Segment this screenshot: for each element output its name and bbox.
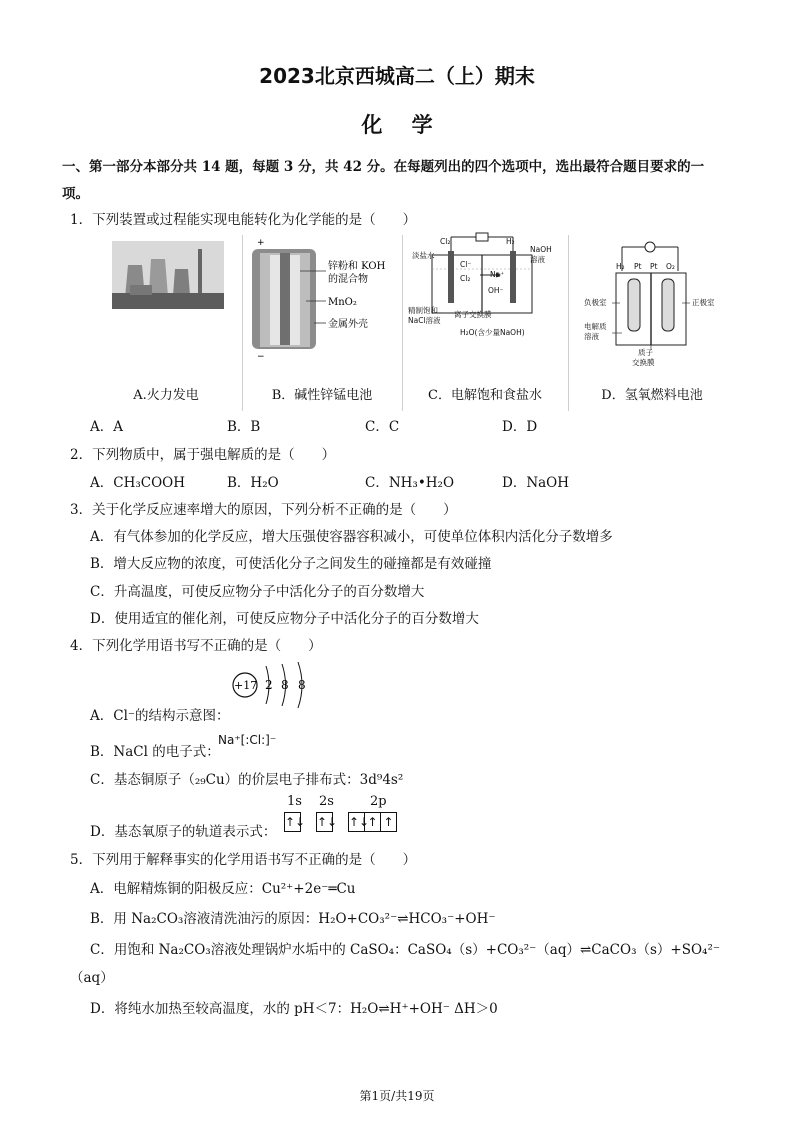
battery-plus-label: + xyxy=(257,238,265,248)
q5-option-d: D．将纯水加热至较高温度，水的 pH＜7：H₂O⇌H⁺+OH⁻ ΔH＞0 xyxy=(90,1001,498,1017)
svg-text:溶液: 溶液 xyxy=(530,255,545,264)
q1-figure-row xyxy=(90,231,736,411)
subject-title: 化 学 xyxy=(361,113,433,137)
q1-figure-d xyxy=(568,231,736,411)
q4-option-c: C．基态铜原子（₂₉Cu）的价层电子排布式：3d⁹4s² xyxy=(90,772,404,788)
q1-option-b: B．B xyxy=(227,419,261,435)
q5-stem: 5．下列用于解释事实的化学用语书写不正确的是（ ） xyxy=(70,852,417,868)
orbital-2p-2-electrons: ↑ xyxy=(364,813,380,831)
svg-text:O₂: O₂ xyxy=(666,262,675,271)
q5-option-a: A．电解精炼铜的阳极反应：Cu²⁺+2e⁻═Cu xyxy=(90,881,356,897)
orbital-2p-3-electrons: ↑ xyxy=(380,813,396,831)
q2-option-d: D．NaOH xyxy=(502,475,570,491)
svg-text:电解质: 电解质 xyxy=(584,322,607,331)
svg-text:质子: 质子 xyxy=(638,348,653,357)
q1-option-d: D．D xyxy=(502,419,538,435)
q1-caption-d: D．氢氧燃料电池 xyxy=(601,388,703,403)
orbital-label-2s: 2s xyxy=(319,794,334,809)
q4-stem: 4．下列化学用语书写不正确的是（ ） xyxy=(70,638,322,654)
svg-text:正极室: 正极室 xyxy=(692,298,715,307)
q1-caption-a: A.火力发电 xyxy=(133,388,199,403)
svg-text:Cl₂: Cl₂ xyxy=(440,237,451,246)
chloride-ion-structure-diagram xyxy=(228,658,314,714)
q2-option-a: A．CH₃COOH xyxy=(90,475,186,491)
q5-option-b: B．用 Na₂CO₃溶液清洗油污的原因：H₂O+CO₃²⁻⇌HCO₃⁻+OH⁻ xyxy=(90,911,496,927)
q3-stem: 3．关于化学反应速率增大的原因，下列分析不正确的是（ ） xyxy=(70,502,457,518)
svg-text:OH⁻: OH⁻ xyxy=(488,286,504,295)
svg-text:Na⁺: Na⁺ xyxy=(490,270,505,279)
battery-label-mno2: MnO₂ xyxy=(328,297,357,308)
q1-figure-b xyxy=(242,231,402,411)
orbital-label-2p: 2p xyxy=(370,794,387,809)
section-instruction-cont: 项。 xyxy=(62,186,89,202)
page-footer: 第1页/共19页 xyxy=(359,1089,435,1103)
svg-text:H₂O(含少量NaOH): H₂O(含少量NaOH) xyxy=(460,328,525,337)
q3-option-c: C．升高温度，可使反应物分子中活化分子的百分数增大 xyxy=(90,584,425,600)
orbital-box-2p xyxy=(348,812,397,832)
svg-text:Pt: Pt xyxy=(650,262,658,271)
battery-label-mixture: 的混合物 xyxy=(328,274,368,285)
q1-option-c: C．C xyxy=(365,419,400,435)
q1-figure-a xyxy=(90,231,242,411)
svg-text:淡盐水: 淡盐水 xyxy=(412,251,435,260)
q5-option-c: C．用饱和 Na₂CO₃溶液处理锅炉水垢中的 CaSO₄：CaSO₄（s）+CO₃²⁻（aq）⇌CaCO₃（s）+SO₄²⁻ xyxy=(90,942,720,958)
q4-option-d: D．基态氧原子的轨道表示式： xyxy=(90,824,277,840)
svg-text:NaCl溶液: NaCl溶液 xyxy=(408,316,441,325)
svg-text:Cl⁻: Cl⁻ xyxy=(460,260,472,269)
q4-option-a: A．Cl⁻的结构示意图： xyxy=(90,708,230,724)
page-title: 2023北京西城高二（上）期末 xyxy=(259,64,535,88)
svg-text:离子交换膜: 离子交换膜 xyxy=(454,310,492,319)
q3-option-d: D．使用适宜的催化剂，可使反应物分子中活化分子的百分数增大 xyxy=(90,611,479,627)
q2-option-b: B．H₂O xyxy=(227,475,279,491)
q4-option-b: B．NaCl 的电子式： xyxy=(90,744,220,760)
shell-2-electrons: 8 xyxy=(281,678,289,692)
nacl-electron-formula: Na⁺[:Cl:]⁻ xyxy=(218,733,277,747)
battery-minus-label: − xyxy=(257,352,265,362)
q1-caption-b: B．碱性锌锰电池 xyxy=(271,388,373,403)
svg-text:精制饱和: 精制饱和 xyxy=(408,306,438,315)
shell-3-electrons: 8 xyxy=(298,678,306,692)
q1-stem: 1．下列装置或过程能实现电能转化为化学能的是（ ） xyxy=(70,212,417,228)
battery-diagram xyxy=(242,231,402,381)
q5-option-c-cont: （aq） xyxy=(70,970,114,986)
battery-label-shell: 金属外壳 xyxy=(328,319,368,330)
battery-label-zinc: 锌粉和 KOH xyxy=(328,261,386,272)
orbital-box-1s xyxy=(284,812,306,832)
q3-option-b: B．增大反应物的浓度，可使活化分子之间发生的碰撞都是有效碰撞 xyxy=(90,556,492,572)
orbital-2s-electrons: ↑↓ xyxy=(317,815,338,829)
svg-text:NaOH: NaOH xyxy=(530,245,552,254)
orbital-1s-electrons: ↑↓ xyxy=(285,815,306,829)
svg-text:交换膜: 交换膜 xyxy=(632,358,655,367)
shell-1-electrons: 2 xyxy=(265,678,273,692)
q1-option-a: A．A xyxy=(90,419,123,435)
fuel-cell-diagram xyxy=(568,231,736,381)
section-instruction: 一、第一部分本部分共 14 题，每题 3 分，共 42 分。在每题列出的四个选项中，选出最符合题目要求的一 xyxy=(62,159,705,175)
brine-electrolysis-diagram xyxy=(402,231,568,381)
power-plant-image xyxy=(90,231,242,381)
svg-text:H₂: H₂ xyxy=(616,262,625,271)
nucleus-charge-label: +17 xyxy=(234,679,258,692)
q2-option-c: C．NH₃•H₂O xyxy=(365,475,455,491)
orbital-label-1s: 1s xyxy=(287,794,302,809)
orbital-box-2s xyxy=(316,812,338,832)
svg-text:Cl₂: Cl₂ xyxy=(460,274,471,283)
svg-text:溶液: 溶液 xyxy=(584,332,599,341)
q3-option-a: A．有气体参加的化学反应，增大压强使容器容积减小，可使单位体积内活化分子数增多 xyxy=(90,529,613,545)
q2-stem: 2．下列物质中，属于强电解质的是（ ） xyxy=(70,447,336,463)
svg-text:Pt: Pt xyxy=(634,262,642,271)
svg-text:H₂: H₂ xyxy=(506,237,515,246)
orbital-2p-1-electrons: ↑↓ xyxy=(349,815,370,829)
svg-text:负极室: 负极室 xyxy=(584,298,607,307)
q1-figure-c xyxy=(402,231,568,411)
q1-caption-c: C．电解饱和食盐水 xyxy=(428,388,542,403)
